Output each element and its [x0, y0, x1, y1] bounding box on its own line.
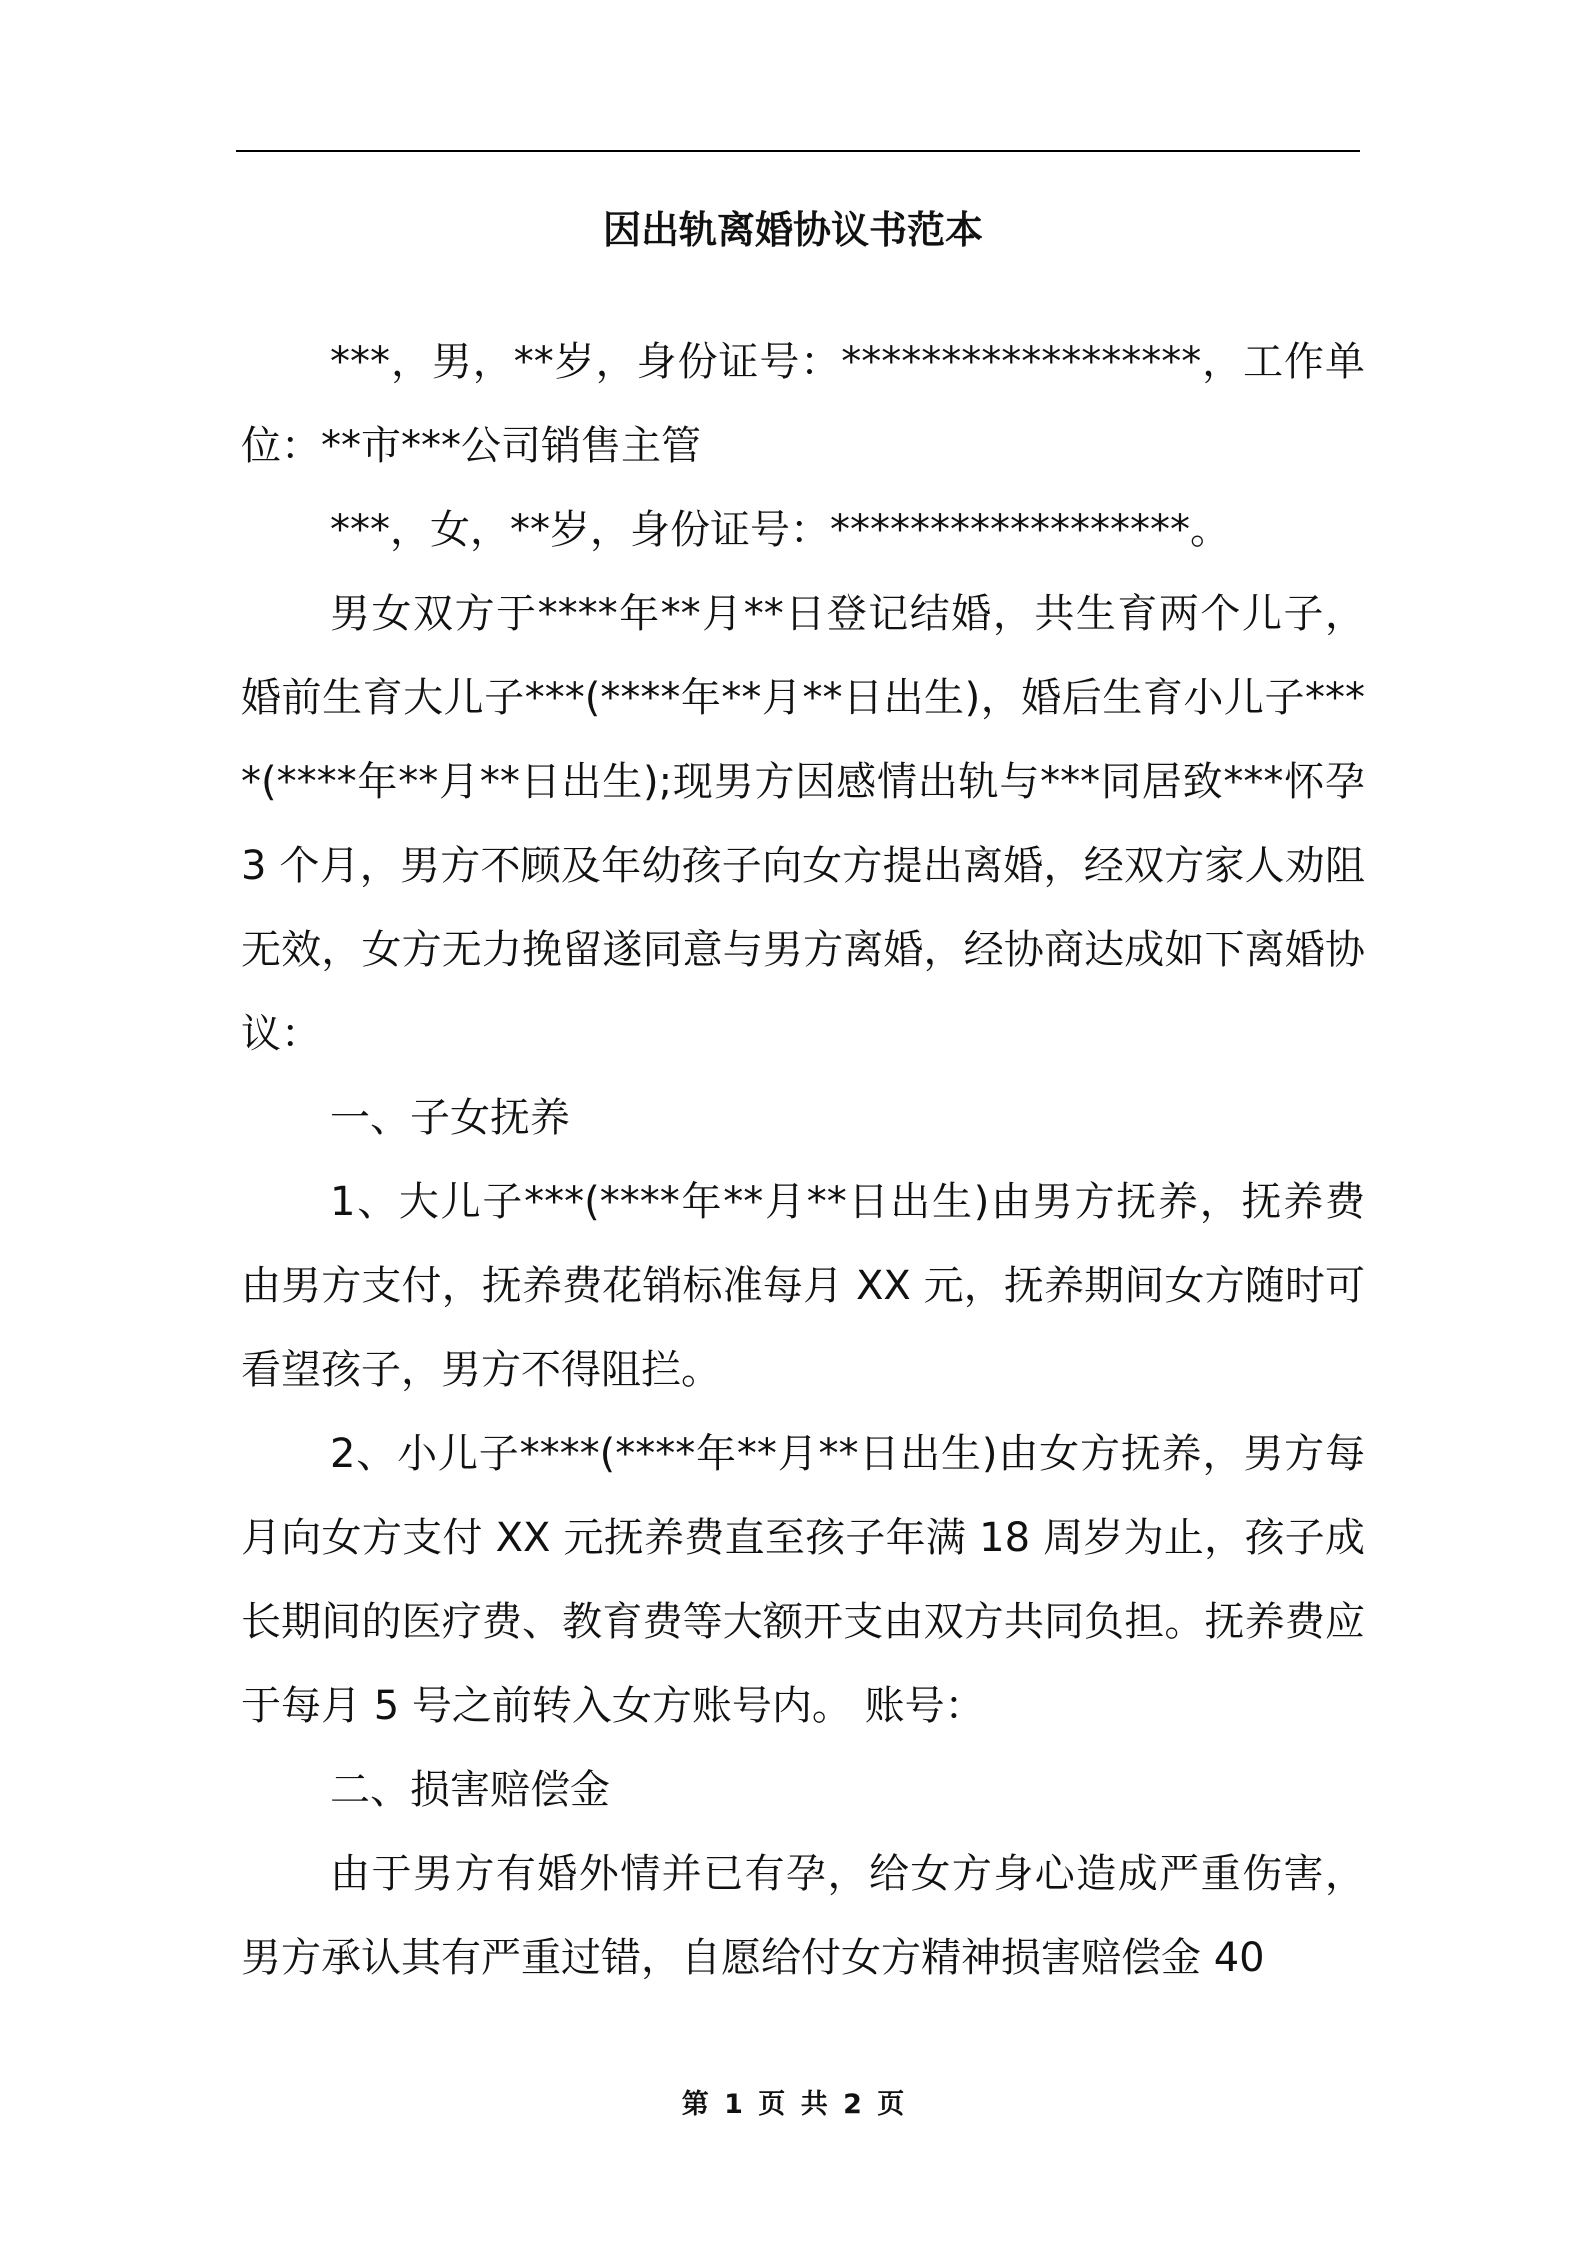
paragraph-wife-info: ***，女，**岁，身份证号：******************。: [330, 507, 1230, 553]
section-heading-compensation: 二、损害赔偿金: [330, 1767, 610, 1813]
document-title: 因出轨离婚协议书范本: [602, 208, 983, 252]
section-heading-child-custody: 一、子女抚养: [330, 1095, 570, 1141]
paragraph-husband-info: ***，男，**岁，身份证号：******************，工作单位：**市***公司销售主管: [241, 339, 1365, 469]
clause-elder-son: 1、大儿子***(****年**月**日出生)由男方抚养，抚养费由男方支付，抚养费花销标准每月 XX 元，抚养期间女方随时可看望孩子，男方不得阻拦。: [241, 1179, 1365, 1393]
document-body: [241, 320, 1365, 2000]
header-rule: [236, 150, 1360, 152]
clause-younger-son: 2、小儿子****(****年**月**日出生)由女方抚养，男方每月向女方支付 XX 元抚养费直至孩子年满 18 周岁为止，孩子成长期间的医疗费、教育费等大额开支由双方共同负担。抚养费应于每月 5 号之前转入女方账号内。 账号：: [241, 1431, 1365, 1729]
clause-compensation: 由于男方有婚外情并已有孕，给女方身心造成严重伤害，男方承认其有严重过错，自愿给付女方精神损害赔偿金 40: [241, 1851, 1365, 1981]
page-footer: 第 1 页 共 2 页: [681, 2089, 905, 2120]
paragraph-background: 男女双方于****年**月**日登记结婚，共生育两个儿子，婚前生育大儿子***(****年**月**日出生)，婚后生育小儿子****(****年**月**日出生);现男方因感情出轨与***同居致***怀孕 3 个月，男方不顾及年幼孩子向女方提出离婚，经双方家人劝阻无效，女方无力挽留遂同意与男方离婚，经协商达成如下离婚协议：: [241, 591, 1365, 1057]
